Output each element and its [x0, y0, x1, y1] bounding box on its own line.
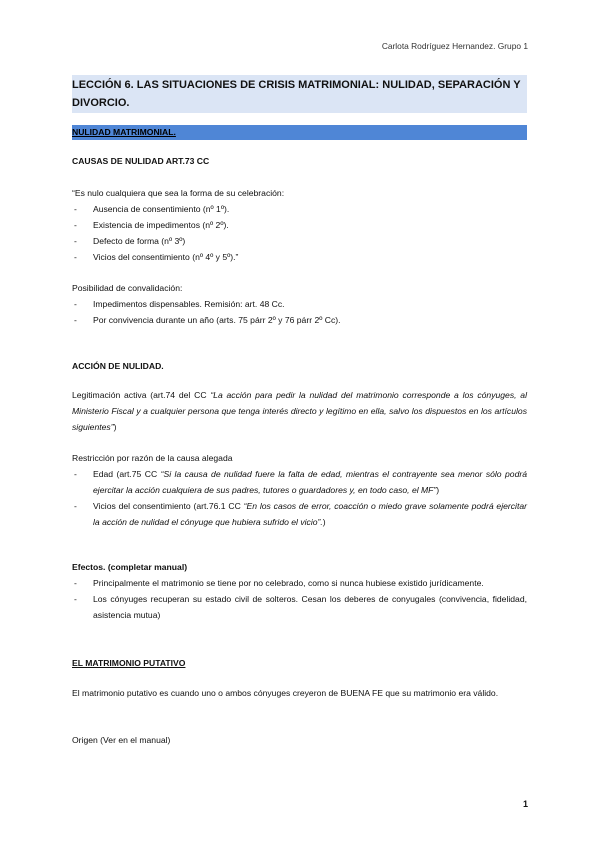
- edad-text: Edad (art.75 CC: [93, 469, 161, 479]
- accion-heading: ACCIÓN DE NULIDAD.: [72, 361, 164, 371]
- list-item: - Vicios del consentimiento (nº 4º y 5º).”: [72, 249, 527, 265]
- efectos-list: [72, 575, 527, 623]
- vicios-text: Vicios del consentimiento (art.76.1 CC: [93, 501, 244, 511]
- legitimacion-quote: “La acción para pedir la nulidad del matrimonio corresponde a los cónyuges, al Ministerio Fiscal y a cualquier persona que tenga interés directo y legítimo en ella, salvo los dispuestos en los artículos siguientes”: [72, 390, 527, 432]
- efectos-heading: Efectos. (completar manual): [72, 562, 188, 572]
- list-item: - Impedimentos dispensables. Remisión: art. 48 Cc.: [72, 296, 527, 312]
- restriccion-list: [72, 466, 527, 530]
- convalidacion-list: [72, 296, 527, 328]
- edad-quote: “Si la causa de nulidad fuere la falta de edad, mientras el contrayente sea menor sólo podrá ejercitar la acción cualquiera de sus padres, tutores o guardadores y, en todo caso, el MF”: [93, 469, 528, 495]
- legitimacion-close: ): [113, 422, 117, 432]
- header-author: Carlota Rodríguez Hernandez. Grupo 1: [381, 41, 528, 51]
- causas-intro: “Es nulo cualquiera que sea la forma de su celebración:: [72, 188, 285, 198]
- putativo-heading: EL MATRIMONIO PUTATIVO: [72, 658, 186, 668]
- putativo-text: El matrimonio putativo es cuando uno o ambos cónyuges creyeron de BUENA FE que su matrimonio era válido.: [72, 688, 499, 698]
- convalidacion-heading: Posibilidad de convalidación:: [72, 283, 183, 293]
- origen-text: Origen (Ver en el manual): [72, 735, 171, 745]
- page-number: 1: [522, 799, 528, 809]
- list-item: - Los cónyuges recuperan su estado civil de solteros. Cesan los deberes de conyugales (convivencia, fidelidad, asistencia mutua): [72, 591, 527, 623]
- list-item-vicios: [72, 498, 527, 530]
- list-item: - Existencia de impedimentos (nº 2º).: [72, 217, 527, 233]
- list-item: - Ausencia de consentimiento (nº 1º).: [72, 201, 527, 217]
- causas-heading: CAUSAS DE NULIDAD ART.73 CC: [72, 156, 210, 166]
- section-heading-nulidad: [72, 125, 527, 140]
- list-item-edad: [72, 466, 527, 498]
- vicios-quote: “En los casos de error, coacción o miedo grave solamente podrá ejercitar la acción de nulidad el cónyuge que hubiera sufrido el vicio”.: [93, 501, 527, 527]
- lesson-title: LECCIÓN 6. LAS SITUACIONES DE CRISIS MATRIMONIAL: NULIDAD, SEPARACIÓN Y DIVORCIO.: [72, 75, 527, 113]
- edad-close: ): [436, 485, 440, 495]
- restriccion-heading: Restricción por razón de la causa alegada: [72, 453, 233, 463]
- legitimacion-text: Legitimación activa (art.74 del CC: [72, 390, 211, 400]
- list-item: - Defecto de forma (nº 3º): [72, 233, 527, 249]
- list-item: - Por convivencia durante un año (arts. 75 párr 2º y 76 párr 2º Cc).: [72, 312, 527, 328]
- list-item: - Principalmente el matrimonio se tiene por no celebrado, como si nunca hubiese existido jurídicamente.: [72, 575, 527, 591]
- vicios-close: ): [322, 517, 326, 527]
- legitimacion-paragraph: [72, 387, 527, 435]
- section-heading-nulidad-text: NULIDAD MATRIMONIAL.: [72, 127, 176, 137]
- causas-list: [72, 201, 527, 265]
